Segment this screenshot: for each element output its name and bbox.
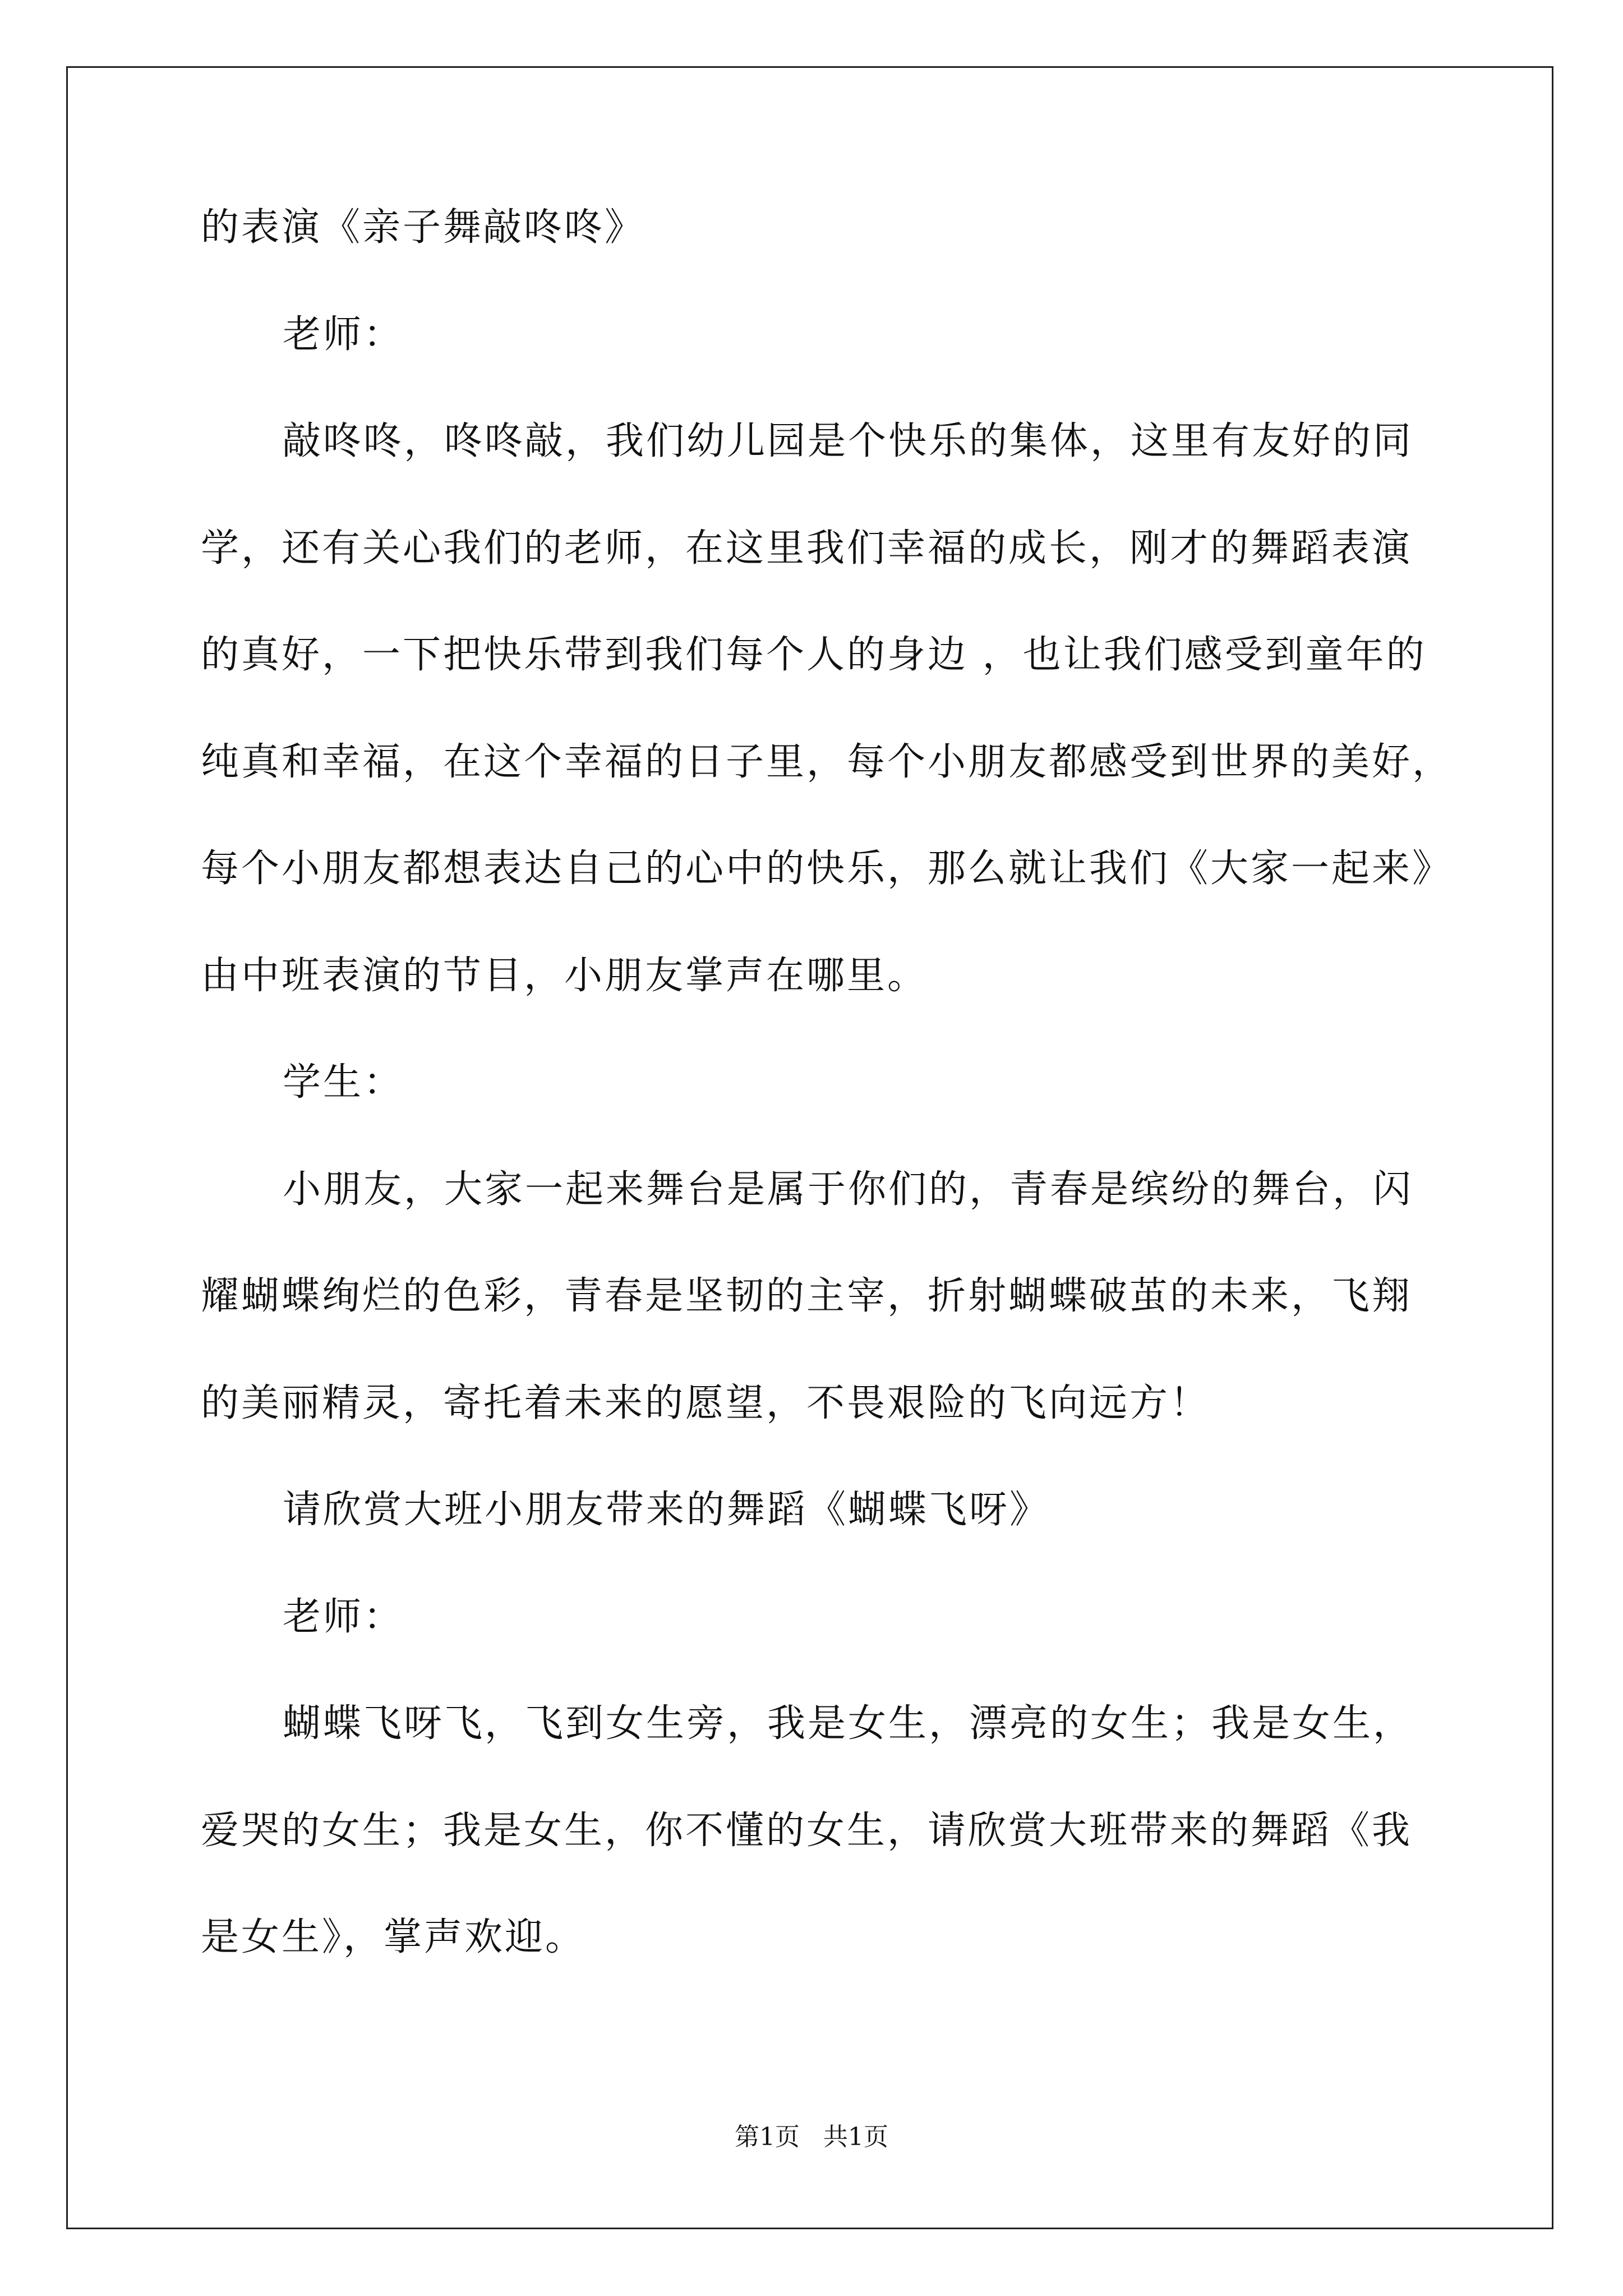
text-line: 耀蝴蝶绚烂的色彩，青春是坚韧的主宰，折射蝴蝶破茧的未来，飞翔 bbox=[201, 1274, 1413, 1318]
text-line: 是女生》，掌声欢迎。 bbox=[201, 1915, 586, 1959]
text-line: 每个小朋友都想表达自己的心中的快乐，那么就让我们《大家一起来》 bbox=[201, 846, 1453, 891]
text-line: 由中班表演的节目，小朋友掌声在哪里。 bbox=[201, 953, 928, 998]
text-line: 老师： bbox=[283, 1594, 404, 1639]
text-line: 学，还有关心我们的老师，在这里我们幸福的成长，刚才的舞蹈表演 bbox=[201, 526, 1413, 570]
text-line: 爱哭的女生；我是女生，你不懂的女生，请欣赏大班带来的舞蹈《我 bbox=[201, 1808, 1413, 1853]
text-line: 老师： bbox=[283, 312, 404, 357]
text-line: 的表演《亲子舞敲咚咚》 bbox=[201, 205, 645, 250]
text-line: 学生： bbox=[283, 1060, 404, 1105]
text-line: 小朋友，大家一起来舞台是属于你们的，青春是缤纷的舞台，闪 bbox=[283, 1167, 1414, 1212]
text-line: 纯真和幸福，在这个幸福的日子里，每个小朋友都感受到世界的美好， bbox=[201, 739, 1453, 784]
text-line: 的美丽精灵，寄托着未来的愿望，不畏艰险的飞向远方！ bbox=[201, 1381, 1211, 1425]
document-body bbox=[201, 205, 1453, 2026]
text-line: 敲咚咚，咚咚敲，我们幼儿园是个快乐的集体，这里有友好的同 bbox=[283, 419, 1414, 463]
text-line: 的真好，一下把快乐带到我们每个人的身边 ，也让我们感受到童年的 bbox=[201, 633, 1427, 677]
text-line: 请欣赏大班小朋友带来的舞蹈《蝴蝶飞呀》 bbox=[283, 1488, 1050, 1532]
page-footer: 第1页 共1页 bbox=[735, 2123, 888, 2151]
text-line: 蝴蝶飞呀飞，飞到女生旁，我是女生，漂亮的女生；我是女生， bbox=[283, 1701, 1414, 1746]
